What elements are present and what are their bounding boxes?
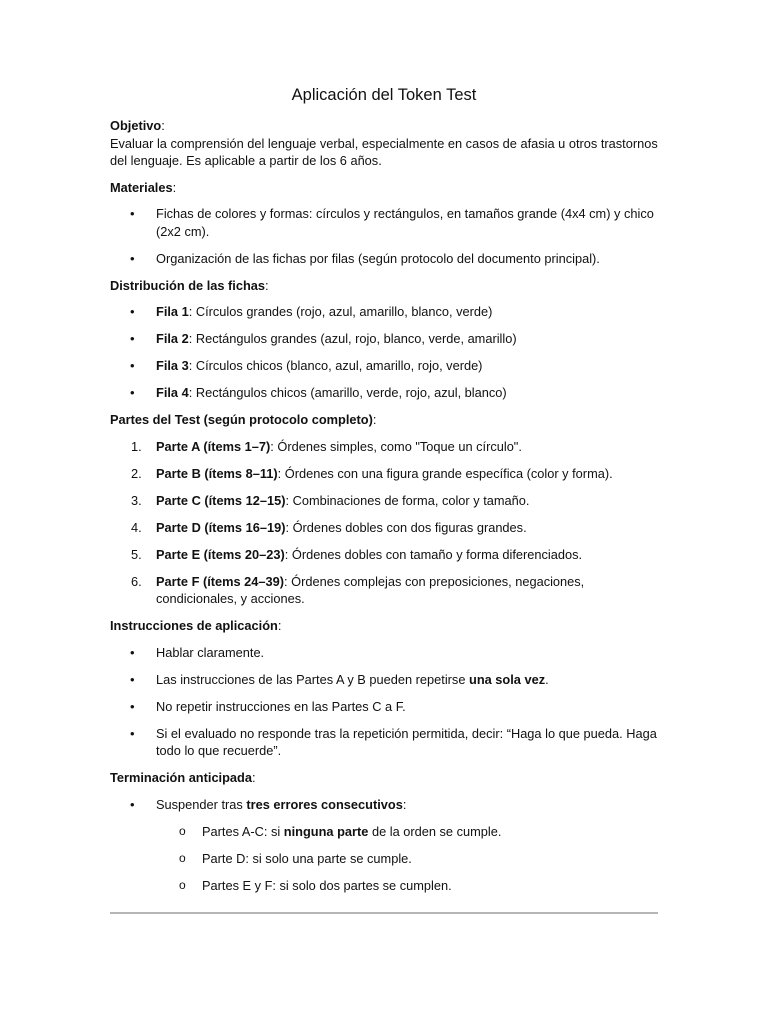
bullet-icon: • bbox=[130, 671, 135, 687]
parte-text: : Órdenes simples, como "Toque un círculo". bbox=[270, 438, 522, 454]
materiales-item-text: Organización de las fichas por filas (según protocolo del documento principal). bbox=[156, 250, 600, 266]
parte-label: Parte E (ítems 20–23) bbox=[156, 546, 285, 562]
list-item bbox=[110, 384, 658, 402]
list-item bbox=[110, 850, 658, 868]
objetivo-text: Evaluar la comprensión del lenguaje verbal, especialmente en casos de afasia u otros trastornos del lenguaje. Es aplicable a partir de los 6 años. bbox=[110, 135, 658, 168]
partes-label: Partes del Test (según protocolo completo) bbox=[110, 412, 373, 427]
list-item bbox=[110, 250, 658, 268]
distribucion-heading bbox=[110, 277, 658, 295]
instrucciones-colon: : bbox=[277, 618, 282, 633]
list-number: 1. bbox=[131, 438, 142, 454]
document-page bbox=[110, 84, 658, 904]
objetivo-colon: : bbox=[161, 118, 165, 133]
objetivo-heading bbox=[110, 117, 658, 135]
instruccion-text: Si el evaluado no responde tras la repetición permitida, decir: “Haga lo que pueda. Haga todo lo que recuerde”. bbox=[156, 725, 657, 758]
list-number: 3. bbox=[131, 492, 142, 508]
parte-text: : Órdenes dobles con dos figuras grandes. bbox=[285, 519, 527, 535]
sub-item-text: Partes A-C: si bbox=[202, 823, 284, 839]
fila-label: Fila 4 bbox=[156, 385, 189, 400]
sub-bullet-icon: o bbox=[179, 877, 186, 892]
terminacion-label: Terminación anticipada bbox=[110, 770, 252, 785]
bullet-icon: • bbox=[130, 331, 135, 346]
instruccion-text-end: . bbox=[545, 671, 549, 687]
bullet-icon: • bbox=[130, 358, 135, 373]
parte-label: Parte C (ítems 12–15) bbox=[156, 492, 286, 508]
list-item bbox=[110, 438, 658, 456]
bullet-icon: • bbox=[130, 385, 135, 400]
materiales-label: Materiales bbox=[110, 179, 173, 195]
fila-label: Fila 1 bbox=[156, 304, 189, 319]
parte-text: : Órdenes complejas con preposiciones, negaciones, condicionales, y acciones. bbox=[156, 573, 585, 606]
parte-label: Parte A (ítems 1–7) bbox=[156, 438, 271, 454]
materiales-list bbox=[110, 205, 658, 267]
bottom-divider bbox=[110, 912, 658, 914]
bullet-icon: • bbox=[130, 796, 135, 812]
parte-text: : Órdenes con una figura grande específica (color y forma). bbox=[277, 465, 613, 481]
bullet-icon: • bbox=[130, 304, 135, 319]
terminacion-list bbox=[110, 796, 658, 814]
parte-label: Parte D (ítems 16–19) bbox=[156, 519, 286, 535]
sub-bullet-icon: o bbox=[179, 850, 186, 865]
list-item bbox=[110, 725, 658, 760]
bullet-icon: • bbox=[130, 698, 135, 714]
list-item bbox=[110, 519, 658, 537]
list-item bbox=[110, 671, 658, 689]
list-item bbox=[110, 796, 658, 814]
instruccion-text: Las instrucciones de las Partes A y B pueden repetirse bbox=[156, 671, 469, 687]
instruccion-text: No repetir instrucciones en las Partes C a F. bbox=[156, 698, 406, 714]
list-item bbox=[110, 205, 658, 240]
bullet-icon: • bbox=[130, 725, 135, 741]
instruccion-text: Hablar claramente. bbox=[156, 644, 265, 660]
fila-label: Fila 3 bbox=[156, 358, 189, 373]
materiales-item-text: Fichas de colores y formas: círculos y rectángulos, en tamaños grande (4x4 cm) y chico (2x2 cm). bbox=[156, 206, 654, 239]
sub-bullet-icon: o bbox=[179, 823, 186, 838]
list-item bbox=[110, 823, 658, 841]
partes-colon: : bbox=[372, 412, 377, 427]
list-item bbox=[110, 644, 658, 662]
list-number: 2. bbox=[131, 465, 142, 481]
terminacion-heading bbox=[110, 769, 658, 787]
sub-item-text: Partes E y F: si solo dos partes se cumplen. bbox=[202, 877, 452, 893]
instrucciones-heading bbox=[110, 617, 658, 635]
fila-text: : Círculos grandes (rojo, azul, amarillo, blanco, verde) bbox=[188, 304, 493, 319]
document-title: Aplicación del Token Test bbox=[291, 86, 477, 104]
distribucion-colon: : bbox=[265, 277, 269, 293]
list-number: 6. bbox=[131, 573, 142, 589]
distribucion-label: Distribución de las fichas bbox=[110, 277, 266, 293]
instrucciones-list bbox=[110, 644, 658, 760]
list-item bbox=[110, 877, 658, 895]
objetivo-label: Objetivo bbox=[110, 118, 162, 133]
fila-label: Fila 2 bbox=[156, 331, 189, 346]
list-item bbox=[110, 546, 658, 564]
fila-text: : Rectángulos grandes (azul, rojo, blanco, verde, amarillo) bbox=[188, 331, 517, 346]
parte-label: Parte B (ítems 8–11) bbox=[156, 465, 278, 481]
materiales-colon: : bbox=[172, 179, 177, 195]
partes-heading bbox=[110, 411, 658, 429]
distribucion-list bbox=[110, 303, 658, 402]
bullet-icon: • bbox=[130, 206, 135, 221]
partes-list bbox=[110, 438, 658, 608]
list-item bbox=[110, 492, 658, 510]
list-item bbox=[110, 357, 658, 375]
terminacion-text: Suspender tras bbox=[156, 796, 247, 812]
list-number: 5. bbox=[131, 546, 142, 562]
list-item bbox=[110, 698, 658, 716]
list-number: 4. bbox=[131, 519, 142, 535]
list-item bbox=[110, 465, 658, 483]
list-item bbox=[110, 330, 658, 348]
bullet-icon: • bbox=[130, 250, 135, 266]
sub-item-emphasis: ninguna parte bbox=[283, 823, 369, 839]
parte-text: : Combinaciones de forma, color y tamaño. bbox=[285, 492, 530, 508]
section-objetivo bbox=[110, 117, 658, 170]
instrucciones-label: Instrucciones de aplicación bbox=[110, 618, 278, 633]
terminacion-emphasis: tres errores consecutivos bbox=[246, 796, 403, 812]
terminacion-text-end: : bbox=[402, 796, 407, 812]
terminacion-sublist bbox=[110, 823, 658, 895]
parte-text: : Órdenes dobles con tamaño y forma diferenciados. bbox=[284, 546, 583, 562]
materiales-heading bbox=[110, 179, 658, 197]
fila-text: : Rectángulos chicos (amarillo, verde, rojo, azul, blanco) bbox=[188, 385, 507, 400]
parte-label: Parte F (ítems 24–39) bbox=[156, 573, 285, 589]
sub-item-text: Parte D: si solo una parte se cumple. bbox=[202, 850, 412, 866]
bullet-icon: • bbox=[130, 644, 135, 660]
instruccion-emphasis: una sola vez bbox=[469, 671, 546, 687]
terminacion-colon: : bbox=[251, 770, 256, 785]
fila-text: : Círculos chicos (blanco, azul, amarillo, rojo, verde) bbox=[188, 358, 483, 373]
list-item bbox=[110, 303, 658, 321]
sub-item-text-end: de la orden se cumple. bbox=[368, 823, 502, 839]
list-item bbox=[110, 573, 658, 608]
